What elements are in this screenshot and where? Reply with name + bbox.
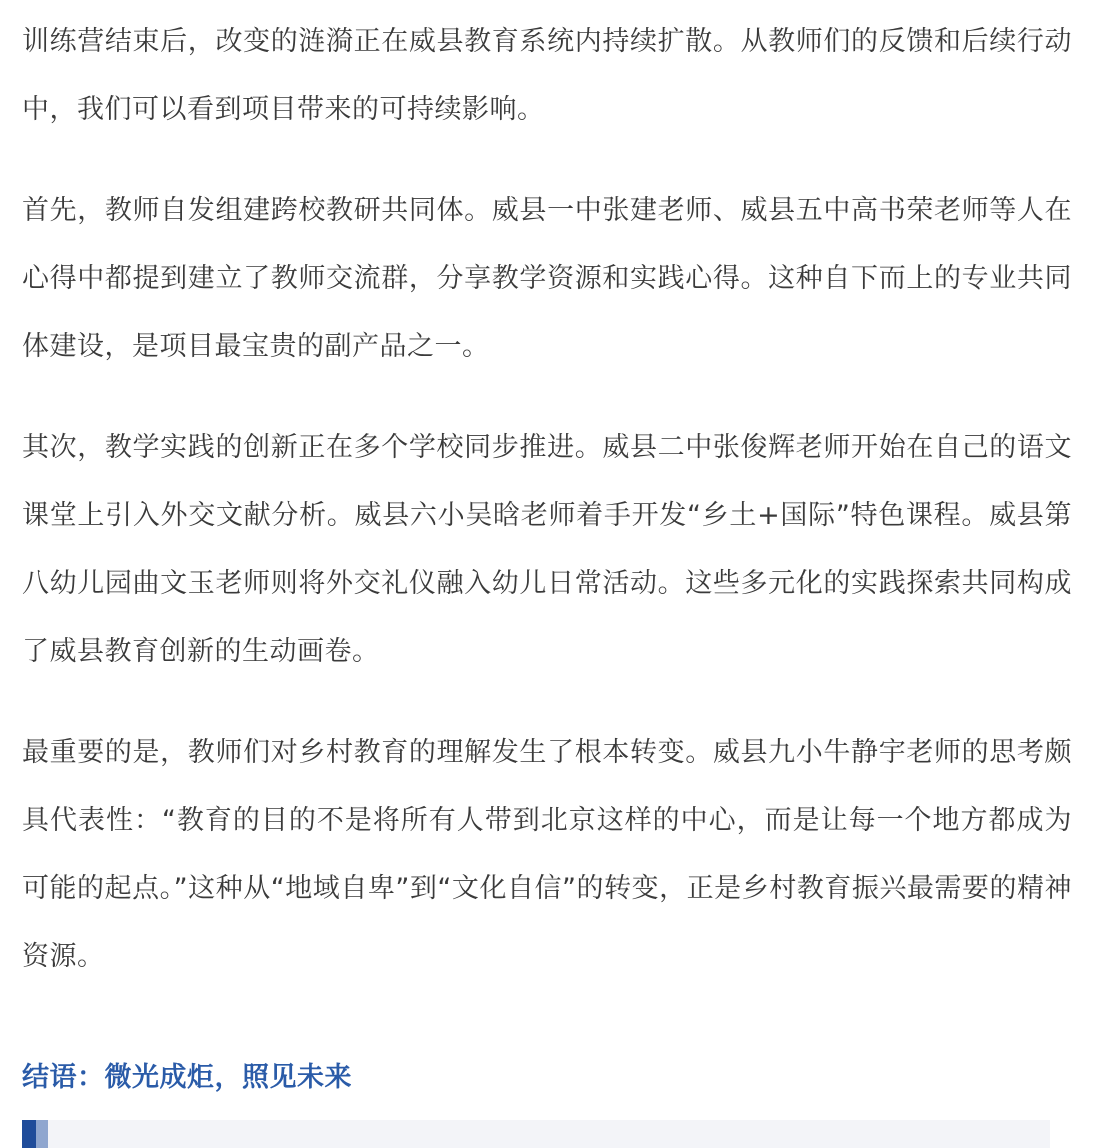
quote-accent-stripe — [36, 1120, 48, 1148]
quote-accent-bar — [22, 1120, 36, 1148]
section-heading-conclusion: 结语：微光成炬，照见未来 — [22, 1062, 352, 1093]
paragraph-teacher-community: 首先，教师自发组建跨校教研共同体。威县一中张建老师、威县五中高书荣老师等人在心得中都提到建立了教师交流群，分享教学资源和实践心得。这种自下而上的专业共同体建设，是项目最宝贵的副产品之一。 — [22, 195, 1072, 362]
paragraph-teaching-innovation: 其次，教学实践的创新正在多个学校同步推进。威县二中张俊辉老师开始在自己的语文课堂上引入外交文献分析。威县六小吴晗老师着手开发“乡土+国际”特色课程。威县第八幼儿园曲文玉老师则将外交礼仪融入幼儿日常活动。这些多元化的实践探索共同构成了威县教育创新的生动画卷。 — [22, 432, 1072, 667]
article-body — [22, 8, 1072, 991]
paragraph-impact-intro: 训练营结束后，改变的涟漪正在威县教育系统内持续扩散。从教师们的反馈和后续行动中，我们可以看到项目带来的可持续影响。 — [22, 26, 1072, 125]
paragraph-mindset-change: 最重要的是，教师们对乡村教育的理解发生了根本转变。威县九小牛静宇老师的思考颇具代表性：“教育的目的不是将所有人带到北京这样的中心，而是让每一个地方都成为可能的起点。”这种从“地域自卑”到“文化自信”的转变，正是乡村教育振兴最需要的精神资源。 — [22, 737, 1072, 972]
quote-block — [22, 1120, 1050, 1148]
